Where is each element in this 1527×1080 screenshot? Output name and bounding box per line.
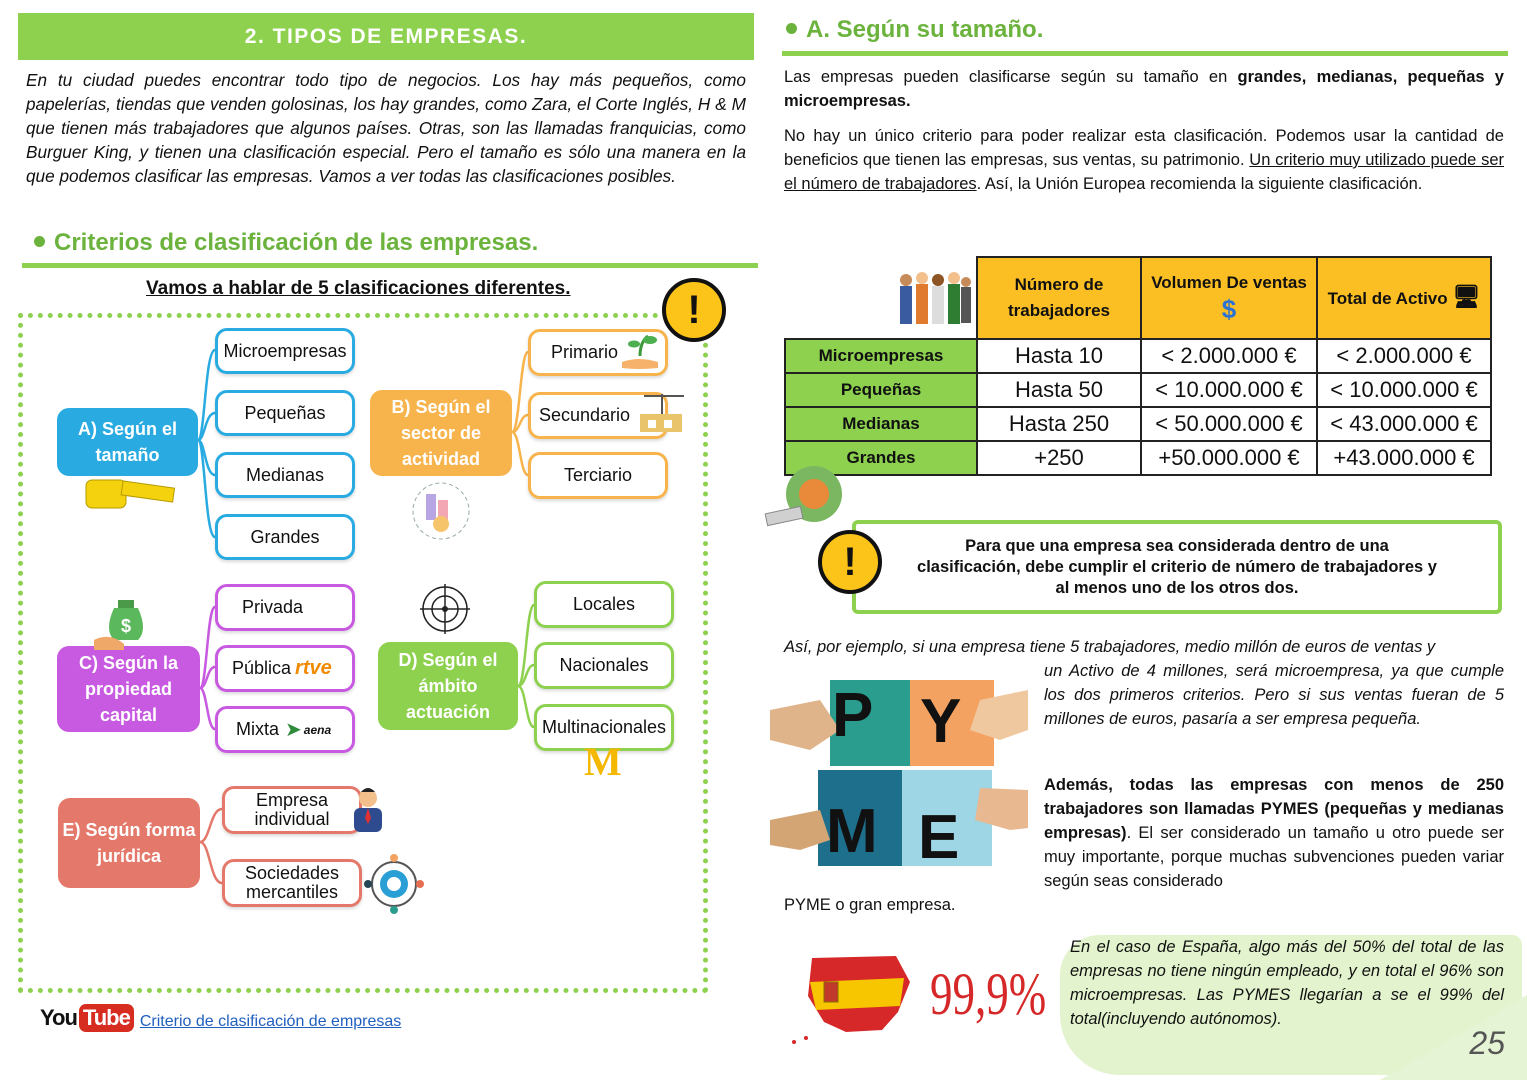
node-microempresas: Microempresas [215, 328, 355, 374]
construction-icon [634, 390, 688, 438]
network-gear-icon [362, 852, 426, 916]
node-locales: Locales [534, 581, 674, 628]
node-pequenas: Pequeñas [215, 390, 355, 436]
table-cell: < 2.000.000 € [1141, 339, 1317, 373]
size-paragraph-1: Las empresas pueden clasificarse según su tamaño en grandes, medianas, pequeñas y microempresas. [784, 68, 1504, 110]
svg-text:$: $ [120, 616, 132, 636]
group-c-property: C) Según la propiedad capital [57, 646, 200, 732]
table-row [785, 373, 1491, 407]
node-terciario: Terciario [528, 452, 668, 499]
node-medianas: Medianas [215, 452, 355, 498]
table-row [785, 339, 1491, 373]
row-header: Grandes [785, 441, 977, 475]
node-nacionales: Nacionales [534, 642, 674, 689]
node-publica [215, 645, 355, 692]
table-cell: < 50.000.000 € [1141, 407, 1317, 441]
table-cell: < 2.000.000 € [1317, 339, 1491, 373]
node-privada-label: Privada [242, 597, 304, 617]
node-mixta [215, 706, 355, 753]
row-header: Microempresas [785, 339, 977, 373]
group-d-scope: D) Según el ámbito actuación [378, 642, 518, 730]
table-cell: < 10.000.000 € [1317, 373, 1491, 407]
table-cell: +250 [977, 441, 1141, 475]
pyme-puzzle-image [770, 670, 1028, 876]
youtube-link-row [40, 1004, 401, 1032]
youtube-logo-tube: Tube [79, 1004, 134, 1032]
spain-map-icon [786, 952, 916, 1048]
subheading: Vamos a hablar de 5 clasificaciones diferentes. [146, 278, 571, 299]
node-grandes: Grandes [215, 514, 355, 560]
col-header-sales: Volumen De ventas $ [1141, 257, 1317, 339]
row-header: Medianas [785, 407, 977, 441]
spain-paragraph: En el caso de España, algo más del 50% del total de las empresas no tiene ningún empleado, y en total el 96% son microempresas. Las PYMES llegarían a se el 99% del total(incluyendo autónomos). [1070, 938, 1504, 1028]
aena-logo-icon: ➤ [285, 719, 302, 741]
heading-rule [782, 51, 1508, 56]
pyme-paragraph-tail: PYME o gran empresa. [784, 896, 956, 914]
puzzle-letter-p: P [832, 681, 874, 750]
row-header: Pequeñas [785, 373, 977, 407]
puzzle-letter-y: Y [920, 687, 962, 756]
table-header-row [785, 257, 1491, 339]
group-e-legal: E) Según forma jurídica [58, 798, 200, 888]
table-cell: Hasta 10 [977, 339, 1141, 373]
node-primario-label: Primario [551, 342, 619, 362]
node-multinacionales: Multinacionales [534, 704, 674, 751]
mcdonalds-logo-icon: M [584, 739, 622, 784]
youtube-logo-you: You [40, 1005, 77, 1030]
node-secundario-label: Secundario [539, 405, 631, 425]
table-row [785, 441, 1491, 475]
warning-icon: ! [818, 530, 882, 594]
node-mixta-label: Mixta [236, 719, 280, 739]
node-sociedades-mercantiles: Sociedades mercantiles [222, 859, 362, 907]
example-first-line: Así, por ejemplo, si una empresa tiene 5 trabajadores, medio millón de euros de ventas y [784, 638, 1436, 656]
tape-measure-icon [764, 464, 846, 530]
table-cell: +50.000.000 € [1141, 441, 1317, 475]
target-icon [420, 584, 470, 634]
warning-icon: ! [662, 278, 726, 342]
table-cell: +43.000.000 € [1317, 441, 1491, 475]
col-header-assets: Total de Activo 🖥 [1317, 257, 1491, 339]
table-cell: < 10.000.000 € [1141, 373, 1317, 407]
size-table [784, 256, 1492, 476]
sector-activity-icon [408, 480, 474, 542]
bullet-icon [786, 23, 797, 34]
laptop-chart-icon: 🖥 [1452, 284, 1481, 309]
measuring-tape-icon [84, 470, 176, 512]
intro-paragraph: En tu ciudad puedes encontrar todo tipo de negocios. Los hay más pequeños, como papelerías, tiendas que venden golosinas, los hay grandes, como Zara, el Corte Inglés, H & M que tienen más trabajadores que algunos países. Otras, son las llamadas franquicias, como Burguer King, y tienen una clasificación especial. Pero el tamaño es sólo una manera en la que podemos clasificar las empresas. Vamos a ver todas las clasificaciones posibles. [26, 70, 746, 186]
node-publica-label: Pública [232, 658, 292, 678]
size-paragraph-2: No hay un único criterio para poder realizar esta clasificación. Podemos usar la cantidad de beneficios que tienen las empresas, sus ventas, su patrimonio. Un criterio muy utilizado puede ser el número de trabajadores. Así, la Unión Europea recomienda la siguiente clasificación. [784, 127, 1504, 193]
node-privada [215, 584, 355, 631]
page-number: 25 [1469, 1025, 1505, 1061]
rtve-logo: rtve [295, 657, 332, 679]
group-a-size: A) Según el tamaño [57, 408, 198, 476]
group-b-sector: B) Según el sector de actividad [370, 390, 512, 476]
node-empresa-individual: Empresa individual [222, 786, 362, 834]
table-cell: < 43.000.000 € [1317, 407, 1491, 441]
pyme-paragraph: Además, todas las empresas con menos de 250 trabajadores son llamadas PYMES (pequeñas y medianas empresas). El ser considerado un tamaño u otro puede ser muy importante, porque muchas subvenciones pueden variar según seas considerado [1044, 776, 1504, 890]
puzzle-letter-m: M [826, 797, 878, 866]
puzzle-letter-e: E [918, 803, 960, 872]
video-link[interactable]: Criterio de clasificación de empresas [139, 1013, 402, 1030]
col-header-workers: Número de trabajadores [977, 257, 1141, 339]
criteria-heading: Criterios de clasificación de las empresas. [34, 229, 538, 257]
money-bag-icon [94, 590, 158, 650]
note-box: Para que una empresa sea considerada dentro de una clasificación, debe cumplir el criterio de número de trabajadores y al menos uno de los otros dos. [852, 520, 1502, 614]
plant-hand-icon [618, 330, 664, 372]
example-rest: un Activo de 4 millones, será microempresa, ya que cumple los dos primeros criterios. Pero si sus ventas fueran de 5 millones de euros, pasaría a ser empresa pequeña. [1044, 662, 1504, 728]
dollar-icon: $ [1221, 294, 1237, 324]
table-row [785, 407, 1491, 441]
aena-logo: aena [303, 722, 332, 737]
section-title: 2. TIPOS DE EMPRESAS. [18, 13, 754, 60]
table-cell: Hasta 50 [977, 373, 1141, 407]
table-cell: Hasta 250 [977, 407, 1141, 441]
businessman-icon [344, 784, 392, 834]
percentage-figure: 99,9% [930, 961, 1047, 1027]
size-heading: A. Según su tamaño. [786, 16, 1043, 44]
